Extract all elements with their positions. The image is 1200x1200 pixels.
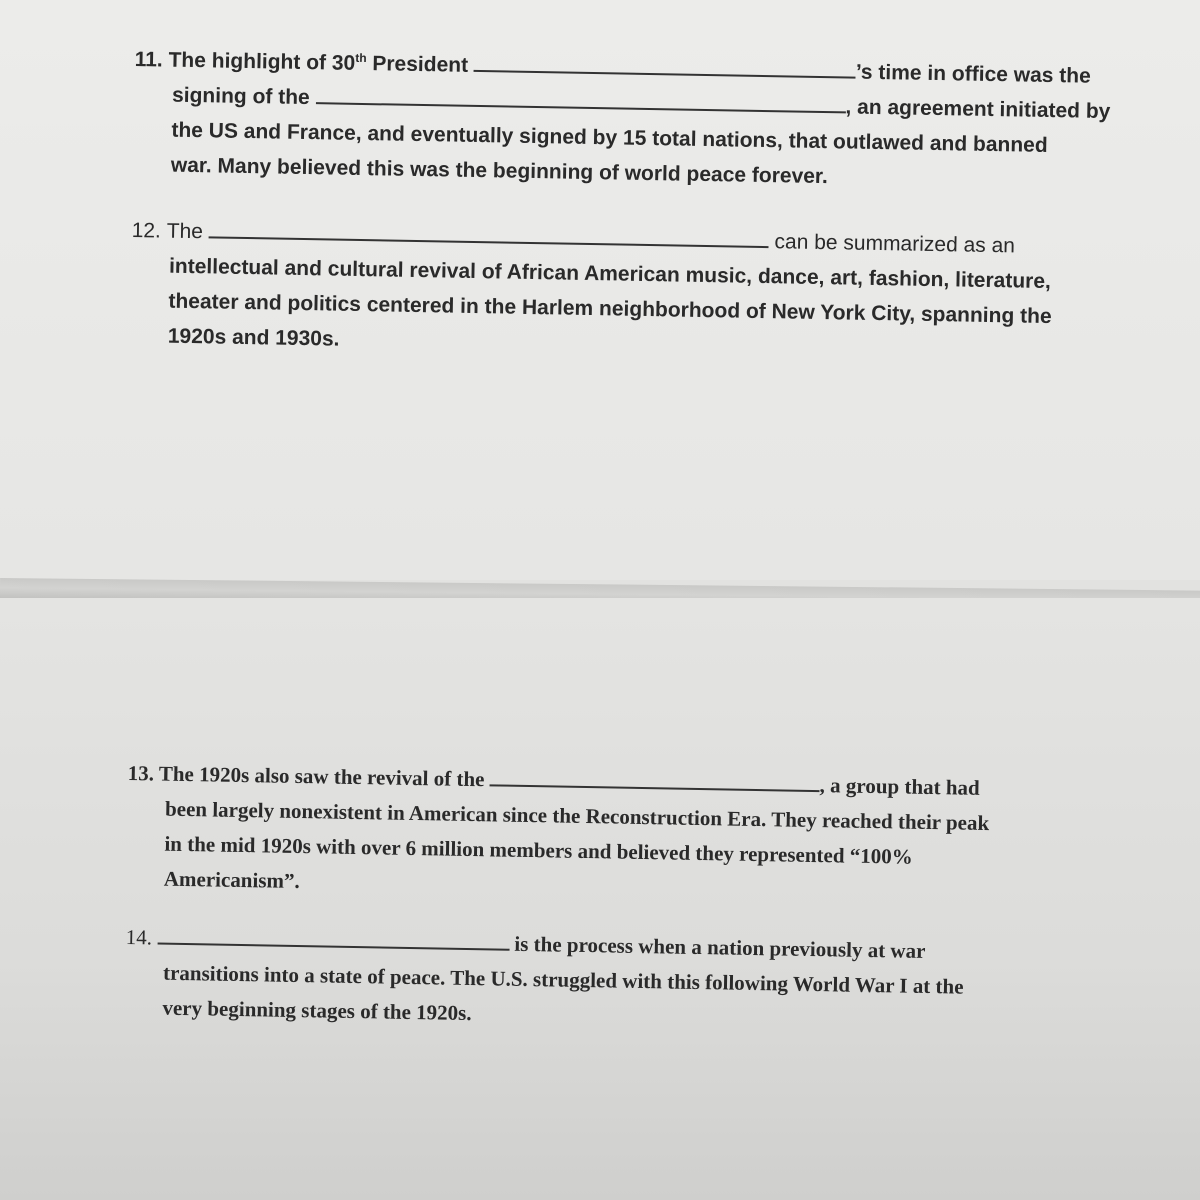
- question-text: can be summarized as an: [774, 230, 1016, 258]
- question-number: 11.: [134, 47, 163, 72]
- question-11: [133, 42, 1145, 200]
- question-text: war. Many believed this was the beginning of world peace forever.: [170, 153, 828, 189]
- question-text: in the mid 1920s with over 6 million members and believed they represented “100%: [164, 831, 913, 869]
- answer-blank-group[interactable]: [490, 762, 820, 792]
- question-text: President: [366, 52, 469, 77]
- question-text: is the process when a nation previously at war: [514, 931, 926, 963]
- answer-blank-movement[interactable]: [209, 214, 769, 248]
- question-text: Americanism”.: [163, 866, 300, 894]
- question-text: transitions into a state of peace. The U.S. struggled with this following World War I at the: [162, 960, 964, 999]
- answer-blank-process[interactable]: [157, 921, 509, 951]
- question-text: , a group that had: [819, 773, 980, 800]
- question-12: [130, 213, 1142, 371]
- question-number: 14.: [125, 924, 153, 950]
- question-text: 1920s and 1930s.: [167, 324, 340, 351]
- ordinal-suffix: th: [355, 50, 367, 66]
- question-text: The: [166, 219, 204, 244]
- answer-blank-president[interactable]: [474, 48, 856, 79]
- question-text: been largely nonexistent in American since the Reconstruction Era. They reached their peak: [164, 796, 990, 836]
- worksheet-page-top: [0, 0, 1200, 580]
- question-number: 12.: [131, 218, 162, 243]
- question-14: [124, 920, 1136, 1043]
- question-text: The highlight of 30: [168, 48, 356, 75]
- question-number: 13.: [127, 760, 155, 786]
- question-text: very beginning stages of the 1920s.: [162, 995, 472, 1026]
- question-13: [126, 756, 1138, 914]
- question-text: The 1920s also saw the revival of the: [158, 761, 485, 792]
- question-text: ’s time in office was the: [855, 60, 1091, 88]
- question-text: intellectual and cultural revival of African American music, dance, art, fashion, literature,: [168, 254, 1052, 294]
- question-text: theater and politics centered in the Harlem neighborhood of New York City, spanning the: [168, 289, 1052, 329]
- question-text: signing of the: [171, 83, 310, 110]
- question-text: the US and France, and eventually signed by 15 total nations, that outlawed and banned: [171, 118, 1048, 157]
- question-text: , an agreement initiated by: [845, 95, 1111, 124]
